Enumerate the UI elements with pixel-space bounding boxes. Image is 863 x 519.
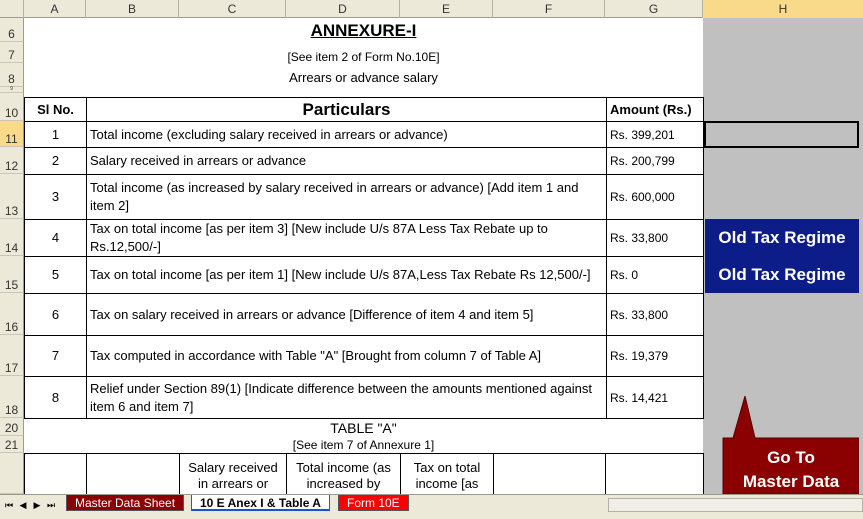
column-header-b[interactable]: B — [86, 0, 179, 18]
sl-no-cell[interactable]: 5 — [25, 257, 87, 294]
amount-cell[interactable]: Rs. 19,379 — [607, 336, 704, 377]
column-header-f[interactable]: F — [493, 0, 605, 18]
table-row — [25, 336, 704, 377]
annexure-subtitle: [See item 2 of Form No.10E] — [287, 50, 440, 64]
column-header-a[interactable]: A — [24, 0, 86, 18]
amount-cell[interactable]: Rs. 399,201 — [607, 122, 704, 148]
sl-no-cell[interactable]: 3 — [25, 175, 87, 220]
sheet-tab-bar — [0, 494, 863, 519]
sl-no-cell[interactable]: 1 — [25, 122, 87, 148]
particulars-cell[interactable]: Tax on total income [as per item 3] [New include U/s 87A Less Tax Rebate up to Rs.12,500/-] — [87, 220, 607, 257]
table-header-row — [25, 98, 704, 122]
tab-master-data-sheet[interactable]: Master Data Sheet — [66, 495, 184, 511]
row-header-12[interactable]: 12 — [0, 147, 24, 174]
table-a-title: TABLE "A" — [330, 420, 397, 436]
tab-10e-anex-i-table-a[interactable]: 10 E Anex I & Table A — [191, 495, 330, 511]
particulars-header: Particulars — [87, 98, 607, 122]
column-header-c[interactable]: C — [179, 0, 286, 18]
amount-cell[interactable]: Rs. 33,800 — [607, 220, 704, 257]
old-tax-regime-button-1[interactable]: Old Tax Regime — [705, 219, 859, 256]
sl-no-cell[interactable]: 8 — [25, 377, 87, 419]
row-header-8[interactable]: 8 — [0, 63, 24, 87]
table-row — [25, 122, 704, 148]
annexure-table — [24, 97, 704, 419]
sl-no-cell[interactable]: 7 — [25, 336, 87, 377]
table-a-subtitle: [See item 7 of Annexure 1] — [292, 438, 435, 452]
amount-cell[interactable]: Rs. 33,800 — [607, 294, 704, 336]
table-a-header-row — [25, 454, 704, 495]
last-sheet-icon[interactable]: ⏭ — [46, 500, 56, 510]
row-header-11[interactable]: 11 — [0, 121, 24, 147]
column-header-g[interactable]: G — [605, 0, 703, 18]
table-row — [25, 148, 704, 175]
table-a-header-cell[interactable]: Tax on total income [as — [401, 454, 494, 495]
row-header-10[interactable]: 10 — [0, 93, 24, 121]
particulars-cell[interactable]: Total income (as increased by salary received in arrears or advance) [Add item 1 and item 2] — [87, 175, 607, 220]
row-header-14[interactable]: 14 — [0, 219, 24, 256]
table-a-header-cell[interactable]: Salary received in arrears or — [180, 454, 287, 495]
amount-cell[interactable]: Rs. 14,421 — [607, 377, 704, 419]
go-to-master-data-button[interactable] — [711, 396, 859, 494]
row-header-6[interactable]: 6 — [0, 18, 24, 42]
particulars-cell[interactable]: Tax on salary received in arrears or advance [Difference of item 4 and item 5] — [87, 294, 607, 336]
row-header-20[interactable]: 20 — [0, 418, 24, 436]
first-sheet-icon[interactable]: ⏮ — [4, 500, 14, 510]
table-a-header-cell[interactable] — [87, 454, 180, 495]
sl-no-cell[interactable]: 2 — [25, 148, 87, 175]
select-all-corner[interactable] — [0, 0, 24, 18]
go-to-label: Go To — [767, 448, 815, 467]
row-header-7[interactable]: 7 — [0, 42, 24, 63]
column-header-bar — [0, 0, 863, 18]
old-tax-regime-button-2[interactable]: Old Tax Regime — [705, 256, 859, 293]
column-header-d[interactable]: D — [286, 0, 400, 18]
sl-no-header: Sl No. — [25, 98, 87, 122]
row-header-13[interactable]: 13 — [0, 174, 24, 219]
annexure-subtitle-2: Arrears or advance salary — [289, 70, 438, 85]
tab-form-10e[interactable]: Form 10E — [338, 495, 409, 511]
table-a-header-cell[interactable] — [494, 454, 606, 495]
table-row — [25, 175, 704, 220]
amount-cell[interactable]: Rs. 0 — [607, 257, 704, 294]
table-row — [25, 294, 704, 336]
table-a-header-cell[interactable] — [25, 454, 87, 495]
column-header-h[interactable]: H — [703, 0, 863, 18]
amount-cell[interactable]: Rs. 200,799 — [607, 148, 704, 175]
table-a-header-cell[interactable] — [606, 454, 704, 495]
particulars-cell[interactable]: Total income (excluding salary received in arrears or advance) — [87, 122, 607, 148]
table-row — [25, 220, 704, 257]
table-row — [25, 257, 704, 294]
row-header-18[interactable]: 18 — [0, 376, 24, 418]
annexure-title: ANNEXURE-I — [310, 21, 417, 40]
active-cell-h11[interactable] — [704, 121, 859, 148]
worksheet[interactable] — [24, 18, 863, 494]
sl-no-cell[interactable]: 4 — [25, 220, 87, 257]
row-header-22[interactable] — [0, 453, 24, 494]
particulars-cell[interactable]: Relief under Section 89(1) [Indicate difference between the amounts mentioned against item 6 and item 7] — [87, 377, 607, 419]
row-header-21[interactable]: 21 — [0, 436, 24, 453]
row-header-9[interactable]: 9 — [0, 87, 24, 93]
particulars-cell[interactable]: Salary received in arrears or advance — [87, 148, 607, 175]
horizontal-scrollbar[interactable] — [608, 498, 863, 512]
sl-no-cell[interactable]: 6 — [25, 294, 87, 336]
table-a — [24, 453, 704, 494]
table-row — [25, 377, 704, 419]
particulars-cell[interactable]: Tax on total income [as per item 1] [New include U/s 87A,Less Tax Rebate Rs 12,500/-] — [87, 257, 607, 294]
master-data-label: Master Data — [742, 472, 840, 491]
row-header-15[interactable]: 15 — [0, 256, 24, 293]
row-header-16[interactable]: 16 — [0, 293, 24, 335]
column-header-e[interactable]: E — [400, 0, 493, 18]
table-a-header-cell[interactable]: Total income (as increased by — [287, 454, 401, 495]
prev-sheet-icon[interactable]: ◀ — [19, 500, 27, 510]
amount-header: Amount (Rs.) — [607, 98, 704, 122]
amount-cell[interactable]: Rs. 600,000 — [607, 175, 704, 220]
row-header-17[interactable]: 17 — [0, 335, 24, 376]
particulars-cell[interactable]: Tax computed in accordance with Table "A" [Brought from column 7 of Table A] — [87, 336, 607, 377]
next-sheet-icon[interactable]: ▶ — [33, 500, 41, 510]
